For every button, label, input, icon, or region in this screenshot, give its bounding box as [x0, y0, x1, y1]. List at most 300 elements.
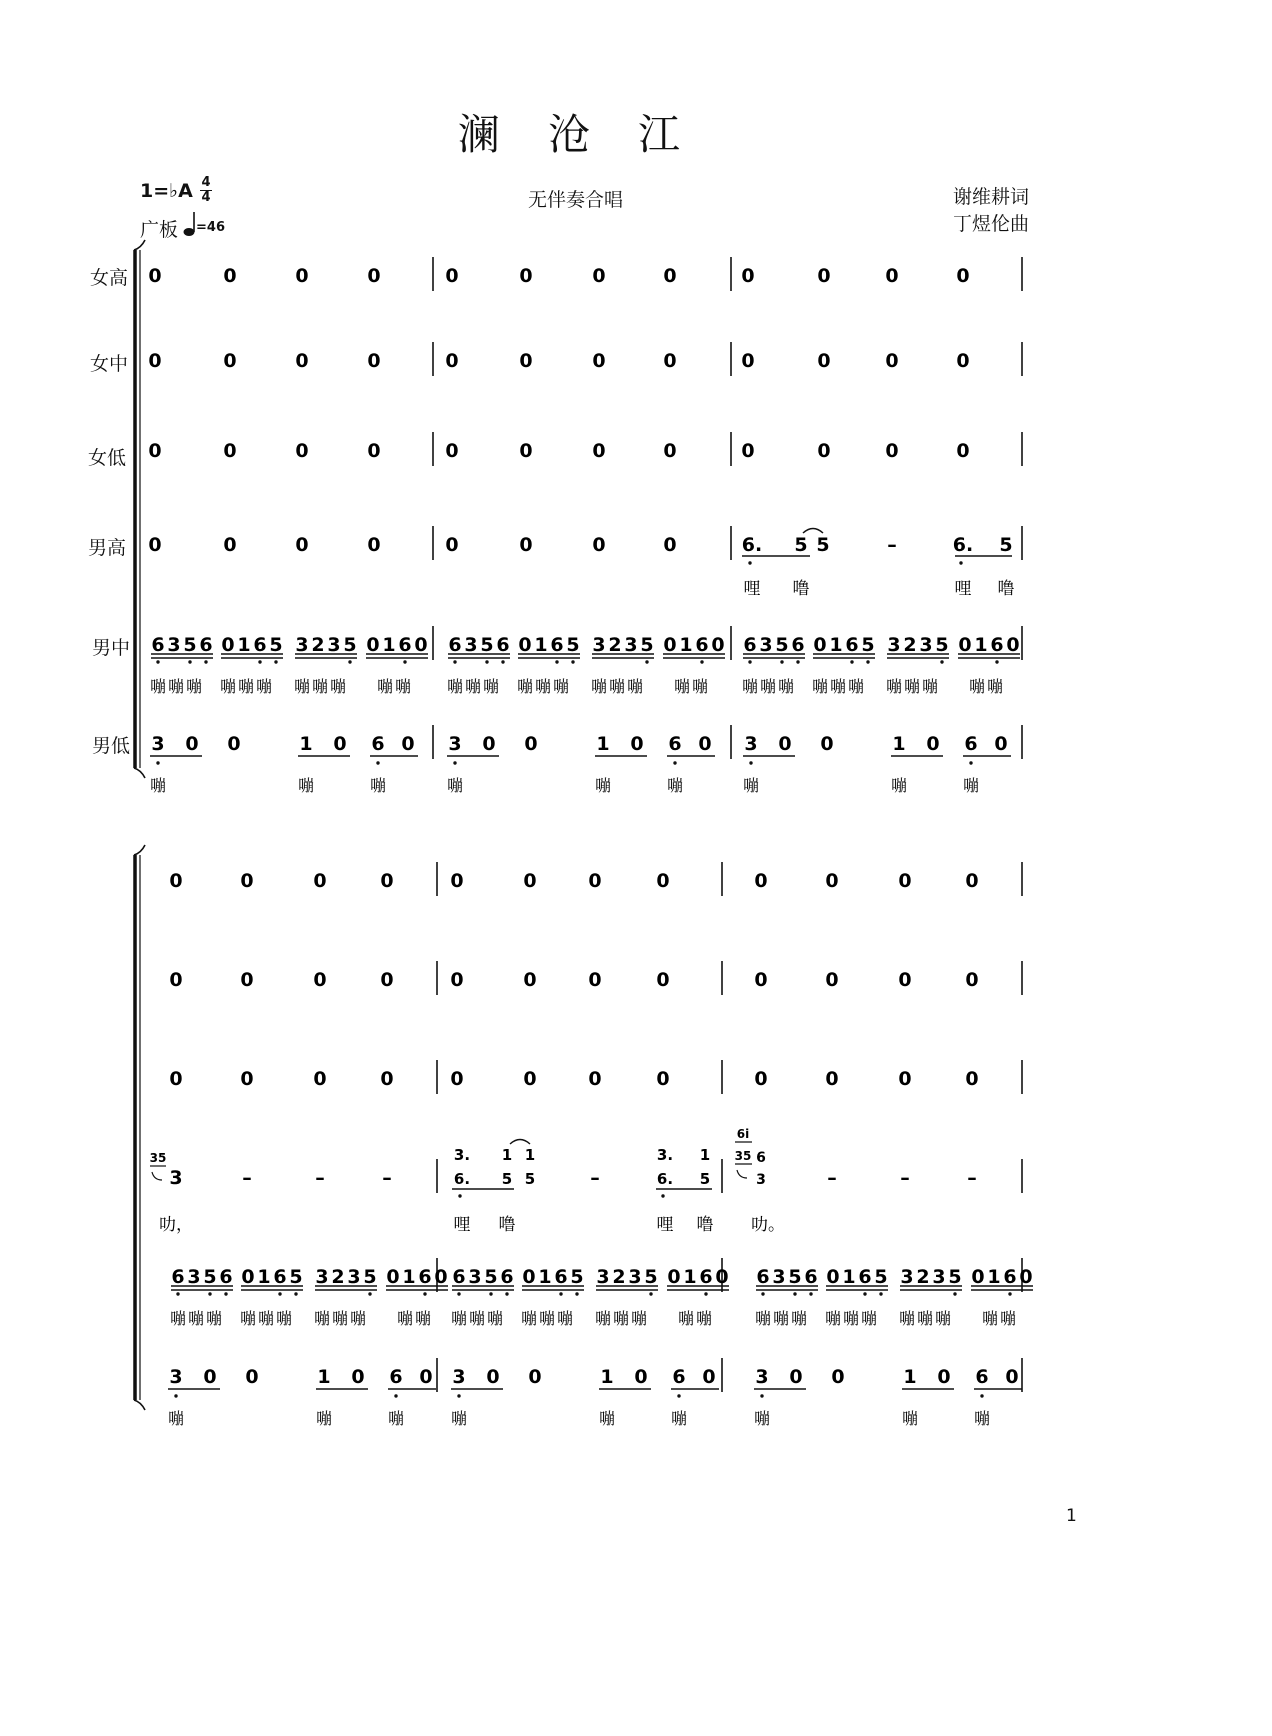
rest-note: 0 [592, 440, 606, 462]
bass-note: 0 [528, 1366, 542, 1388]
rest-note: 0 [148, 350, 162, 372]
lyric: 嘣 [257, 1309, 275, 1328]
bass-note: 1 [596, 733, 610, 755]
baritone-note: 6 [171, 1266, 185, 1288]
baritone-note: 0 [414, 634, 428, 656]
lyric: 嘣 [464, 677, 482, 696]
lyric: 嘣 [754, 1309, 772, 1328]
octave-dot [793, 1292, 796, 1295]
lyric: 嘣 [901, 1409, 919, 1428]
octave-dot [748, 660, 751, 663]
baritone-note: 5 [948, 1266, 962, 1288]
baritone-note: 0 [522, 1266, 536, 1288]
bass-note: 0 [926, 733, 940, 755]
baritone-note: 0 [813, 634, 827, 656]
baritone-note: 0 [971, 1266, 985, 1288]
baritone-note: 3 [932, 1266, 946, 1288]
tempo-marking: 广板 [140, 219, 179, 241]
slur [803, 529, 823, 534]
rest-note: 0 [295, 350, 309, 372]
lyric: 嘣 [349, 1309, 367, 1328]
lyric: 嘣 [670, 1409, 688, 1428]
lyric: 嘣 [167, 677, 185, 696]
bass-note: 0 [486, 1366, 500, 1388]
bass-note: 3 [744, 733, 758, 755]
grace-note: 35 [149, 1151, 167, 1165]
rest-note: 0 [754, 870, 768, 892]
baritone-note: 6 [1003, 1266, 1017, 1288]
octave-dot [224, 1292, 227, 1295]
baritone-note: 6 [448, 634, 462, 656]
rest-note: 0 [223, 440, 237, 462]
lyric: 嘣 [986, 677, 1004, 696]
baritone-note: 6 [253, 634, 267, 656]
lyric: 嘣 [777, 677, 795, 696]
octave-dot [995, 660, 998, 663]
baritone-note: 5 [484, 1266, 498, 1288]
rest-note: 0 [965, 870, 979, 892]
octave-dot [780, 660, 783, 663]
lyric: 噜 [498, 1215, 516, 1235]
baritone-note: 5 [570, 1266, 584, 1288]
bass-note: 6 [371, 733, 385, 755]
rest-note: 0 [741, 265, 755, 287]
octave-dot [555, 660, 558, 663]
baritone-note: 0 [958, 634, 972, 656]
baritone-note: 1 [538, 1266, 552, 1288]
octave-dot [348, 660, 351, 663]
octave-dot [156, 660, 159, 663]
lyric: 嘣 [741, 677, 759, 696]
lyric: 嘣 [275, 1309, 293, 1328]
lyric: 嘣 [916, 1309, 934, 1328]
lyric: 嘣 [608, 677, 626, 696]
lyric: 嘣 [673, 677, 691, 696]
lyric: 嘣 [149, 677, 167, 696]
baritone-note: 6 [273, 1266, 287, 1288]
bass-note: 0 [419, 1366, 433, 1388]
rest-note: 0 [519, 440, 533, 462]
grace-slur [737, 1170, 747, 1178]
rest-note: 0 [148, 440, 162, 462]
lyric: 嘣 [149, 776, 167, 795]
baritone-note: 5 [566, 634, 580, 656]
rest-note: 0 [240, 1068, 254, 1090]
octave-dot [376, 761, 379, 764]
lyric: 嘣 [239, 1309, 257, 1328]
bass-note: 0 [333, 733, 347, 755]
lyric: 噜 [792, 579, 810, 599]
octave-dot [278, 1292, 281, 1295]
bass-note: 3 [151, 733, 165, 755]
baritone-note: 0 [663, 634, 677, 656]
octave-dot [274, 660, 277, 663]
lyric: 嘣 [219, 677, 237, 696]
lyric: 嘣 [999, 1309, 1017, 1328]
baritone-note: 5 [775, 634, 789, 656]
rest-note: 0 [295, 534, 309, 556]
lyric: 嘣 [450, 1309, 468, 1328]
octave-dot [571, 660, 574, 663]
lyric: 嘣 [450, 1409, 468, 1428]
rest-note: 0 [169, 1068, 183, 1090]
bass-note: 0 [937, 1366, 951, 1388]
page-number: 1 [1066, 1506, 1077, 1526]
tenor-note: 3 [756, 1172, 766, 1188]
bass-note: 0 [630, 733, 644, 755]
baritone-note: 5 [363, 1266, 377, 1288]
octave-dot [489, 1292, 492, 1295]
tenor-note: 5 [501, 1170, 513, 1188]
octave-dot [796, 660, 799, 663]
lyric: 嘣 [414, 1309, 432, 1328]
voice-label-bass: 男低 [92, 735, 131, 757]
octave-dot [457, 1394, 460, 1397]
tenor-note: 6. [741, 534, 763, 556]
octave-dot [208, 1292, 211, 1295]
bass-note: 0 [227, 733, 241, 755]
baritone-note: 1 [974, 634, 988, 656]
baritone-note: 0 [518, 634, 532, 656]
rest-note: 0 [445, 265, 459, 287]
sustain-dash: – [382, 1167, 392, 1189]
baritone-note: 5 [788, 1266, 802, 1288]
lyric: 哩 [743, 579, 761, 599]
rest-note: 0 [656, 1068, 670, 1090]
baritone-note: 1 [842, 1266, 856, 1288]
rest-note: 0 [656, 870, 670, 892]
baritone-note: 6 [496, 634, 510, 656]
rest-note: 0 [523, 969, 537, 991]
baritone-note: 2 [903, 634, 917, 656]
rest-note: 0 [519, 534, 533, 556]
lyric: 嘣 [612, 1309, 630, 1328]
lyric: 嘣 [885, 677, 903, 696]
rest-note: 0 [223, 350, 237, 372]
rest-note: 0 [367, 350, 381, 372]
grace-note: 6i [736, 1127, 750, 1141]
rest-note: 0 [450, 1068, 464, 1090]
octave-dot [749, 761, 752, 764]
lyric: 嘣 [847, 677, 865, 696]
rest-note: 0 [956, 440, 970, 462]
lyric: 嘣 [790, 1309, 808, 1328]
rest-note: 0 [445, 440, 459, 462]
rest-note: 0 [380, 969, 394, 991]
rest-note: 0 [519, 350, 533, 372]
lyric: 嘣 [666, 776, 684, 795]
lyric: 嘣 [486, 1309, 504, 1328]
rest-note: 0 [445, 350, 459, 372]
bass-note: 0 [245, 1366, 259, 1388]
rest-note: 0 [592, 350, 606, 372]
octave-dot [879, 1292, 882, 1295]
bass-note: 0 [778, 733, 792, 755]
lyric: 嘣 [534, 677, 552, 696]
tenor-note: 6. [656, 1170, 674, 1188]
tenor-upper-note: 1 [699, 1146, 711, 1164]
rest-note: 0 [965, 969, 979, 991]
baritone-note: 5 [644, 1266, 658, 1288]
baritone-note: 6 [804, 1266, 818, 1288]
lyric: 嘣 [369, 776, 387, 795]
baritone-note: 6 [699, 1266, 713, 1288]
octave-dot [501, 660, 504, 663]
rest-note: 0 [825, 1068, 839, 1090]
rest-note: 0 [663, 440, 677, 462]
baritone-note: 6 [452, 1266, 466, 1288]
octave-dot [645, 660, 648, 663]
lyric: 嘣 [890, 776, 908, 795]
rest-note: 0 [367, 440, 381, 462]
lyric: 嘣 [824, 1309, 842, 1328]
bass-note: 0 [524, 733, 538, 755]
lyric: 噜 [997, 579, 1015, 599]
lyricist-credit: 谢维耕词 [953, 186, 1030, 208]
baritone-note: 3 [887, 634, 901, 656]
sustain-dash: – [900, 1167, 910, 1189]
lyric: 嘣 [973, 1409, 991, 1428]
baritone-note: 5 [935, 634, 949, 656]
baritone-note: 6 [743, 634, 757, 656]
lyric: 嘣 [691, 677, 709, 696]
rest-note: 0 [523, 870, 537, 892]
baritone-note: 1 [987, 1266, 1001, 1288]
baritone-note: 6 [500, 1266, 514, 1288]
rest-note: 0 [956, 265, 970, 287]
baritone-note: 6 [858, 1266, 872, 1288]
baritone-note: 6 [990, 634, 1004, 656]
baritone-note: 3 [347, 1266, 361, 1288]
sustain-dash: – [967, 1167, 977, 1189]
octave-dot [863, 1292, 866, 1295]
rest-note: 0 [956, 350, 970, 372]
lyric: 嘣 [538, 1309, 556, 1328]
lyric: 嘣 [598, 1409, 616, 1428]
baritone-note: 0 [1019, 1266, 1033, 1288]
octave-dot [258, 660, 261, 663]
bass-note: 6 [964, 733, 978, 755]
time-sig-numerator: 4 [201, 175, 211, 190]
lyric: 嘣 [394, 677, 412, 696]
lyric: 嘣 [626, 677, 644, 696]
baritone-note: 0 [826, 1266, 840, 1288]
tenor-note: 5 [524, 1170, 536, 1188]
lyric: 哩 [954, 579, 972, 599]
octave-dot [176, 1292, 179, 1295]
lyric: 嘣 [482, 677, 500, 696]
sustain-dash: – [315, 1167, 325, 1189]
octave-dot [953, 1292, 956, 1295]
rest-note: 0 [817, 350, 831, 372]
baritone-note: 1 [402, 1266, 416, 1288]
octave-dot [1008, 1292, 1011, 1295]
lyric: 哩 [656, 1215, 674, 1235]
lyric: 嘣 [753, 1409, 771, 1428]
lyric: 嘣 [552, 677, 570, 696]
tempo-value: =46 [196, 220, 225, 235]
lyric: 嘣 [167, 1409, 185, 1428]
lyric: 嘣 [811, 677, 829, 696]
baritone-note: 5 [874, 1266, 888, 1288]
rest-note: 0 [663, 265, 677, 287]
bass-note: 0 [994, 733, 1008, 755]
lyric: 嘣 [255, 677, 273, 696]
rest-note: 0 [450, 969, 464, 991]
octave-dot [969, 761, 972, 764]
baritone-note: 5 [343, 634, 357, 656]
rest-note: 0 [148, 265, 162, 287]
rest-note: 0 [148, 534, 162, 556]
rest-note: 0 [380, 1068, 394, 1090]
octave-dot [156, 761, 159, 764]
baritone-note: 3 [900, 1266, 914, 1288]
lyric: 嘣 [187, 1309, 205, 1328]
baritone-note: 1 [534, 634, 548, 656]
rest-note: 0 [223, 534, 237, 556]
bass-note: 1 [903, 1366, 917, 1388]
lyric: 嘣 [169, 1309, 187, 1328]
octave-dot [940, 660, 943, 663]
baritone-note: 1 [257, 1266, 271, 1288]
lyric: 哩 [453, 1215, 471, 1235]
octave-dot [453, 660, 456, 663]
rest-note: 0 [450, 870, 464, 892]
lyric: 嘣 [630, 1309, 648, 1328]
octave-dot [677, 1394, 680, 1397]
baritone-note: 3 [187, 1266, 201, 1288]
composer-credit: 丁煜伦曲 [953, 213, 1030, 235]
rest-note: 0 [169, 969, 183, 991]
baritone-note: 3 [468, 1266, 482, 1288]
baritone-note: 6 [756, 1266, 770, 1288]
lyric: 嘣 [311, 677, 329, 696]
baritone-note: 1 [829, 634, 843, 656]
baritone-note: 6 [199, 634, 213, 656]
baritone-note: 6 [418, 1266, 432, 1288]
lyric: 嘣 [968, 677, 986, 696]
lyric: 嘣 [313, 1309, 331, 1328]
bass-note: 3 [452, 1366, 466, 1388]
bracket-hook-bottom [134, 1400, 145, 1410]
bass-note: 1 [892, 733, 906, 755]
rest-note: 0 [898, 1068, 912, 1090]
rest-note: 0 [313, 870, 327, 892]
rest-note: 0 [169, 870, 183, 892]
baritone-note: 5 [480, 634, 494, 656]
octave-dot [850, 660, 853, 663]
rest-note: 0 [588, 969, 602, 991]
baritone-note: 0 [711, 634, 725, 656]
tenor-upper-note: 3. [656, 1146, 674, 1164]
tenor-note: 3 [169, 1167, 183, 1189]
octave-dot [188, 660, 191, 663]
rest-note: 0 [523, 1068, 537, 1090]
grace-note: 35 [734, 1149, 752, 1163]
octave-dot [748, 561, 751, 564]
bass-note: 0 [482, 733, 496, 755]
lyric: 嘣 [396, 1309, 414, 1328]
tenor-note: 5 [794, 534, 808, 556]
baritone-note: 0 [715, 1266, 729, 1288]
lyric: 嘣 [590, 677, 608, 696]
lyric: 嘣 [829, 677, 847, 696]
sustain-dash: – [827, 1167, 837, 1189]
baritone-note: 3 [919, 634, 933, 656]
baritone-note: 5 [861, 634, 875, 656]
tenor-note: 5 [999, 534, 1013, 556]
baritone-note: 6 [791, 634, 805, 656]
bass-note: 1 [299, 733, 313, 755]
octave-dot [403, 660, 406, 663]
lyric: 嘣 [842, 1309, 860, 1328]
bass-note: 0 [789, 1366, 803, 1388]
baritone-note: 0 [1006, 634, 1020, 656]
lyric: 嘣 [921, 677, 939, 696]
bass-note: 6 [975, 1366, 989, 1388]
bass-note: 0 [698, 733, 712, 755]
octave-dot [458, 1194, 461, 1197]
lyric: 嘣 [898, 1309, 916, 1328]
rest-note: 0 [741, 440, 755, 462]
baritone-note: 5 [183, 634, 197, 656]
baritone-note: 5 [640, 634, 654, 656]
baritone-note: 3 [596, 1266, 610, 1288]
octave-dot [760, 1394, 763, 1397]
tenor-note: 6. [453, 1170, 471, 1188]
baritone-note: 0 [366, 634, 380, 656]
bass-note: 3 [755, 1366, 769, 1388]
baritone-note: 6 [151, 634, 165, 656]
baritone-note: 1 [683, 1266, 697, 1288]
rest-note: 0 [295, 265, 309, 287]
bass-note: 6 [389, 1366, 403, 1388]
octave-dot [700, 660, 703, 663]
octave-dot [457, 1292, 460, 1295]
lyric: 嘣 [695, 1309, 713, 1328]
rest-note: 0 [741, 350, 755, 372]
lyric: 嘣 [446, 677, 464, 696]
octave-dot [368, 1292, 371, 1295]
lyric: 嘣 [742, 776, 760, 795]
bass-note: 0 [702, 1366, 716, 1388]
rest-note: 0 [380, 870, 394, 892]
baritone-note: 6 [550, 634, 564, 656]
rest-note: 0 [592, 265, 606, 287]
octave-dot [453, 761, 456, 764]
baritone-note: 3 [464, 634, 478, 656]
baritone-note: 6 [219, 1266, 233, 1288]
lyric: 嘣 [516, 677, 534, 696]
octave-dot [866, 660, 869, 663]
bass-note: 0 [820, 733, 834, 755]
lyric: 嘣 [962, 776, 980, 795]
baritone-note: 2 [331, 1266, 345, 1288]
bass-note: 6 [668, 733, 682, 755]
lyric: 嘣 [387, 1409, 405, 1428]
octave-dot [423, 1292, 426, 1295]
baritone-note: 0 [241, 1266, 255, 1288]
octave-dot [761, 1292, 764, 1295]
baritone-note: 5 [203, 1266, 217, 1288]
bass-note: 3 [448, 733, 462, 755]
bass-note: 0 [185, 733, 199, 755]
tenor-upper-note: 1 [501, 1146, 513, 1164]
lyric: 叻， [159, 1215, 193, 1235]
rest-note: 0 [295, 440, 309, 462]
grace-slur [152, 1172, 162, 1180]
tenor-upper-note: 3. [453, 1146, 471, 1164]
